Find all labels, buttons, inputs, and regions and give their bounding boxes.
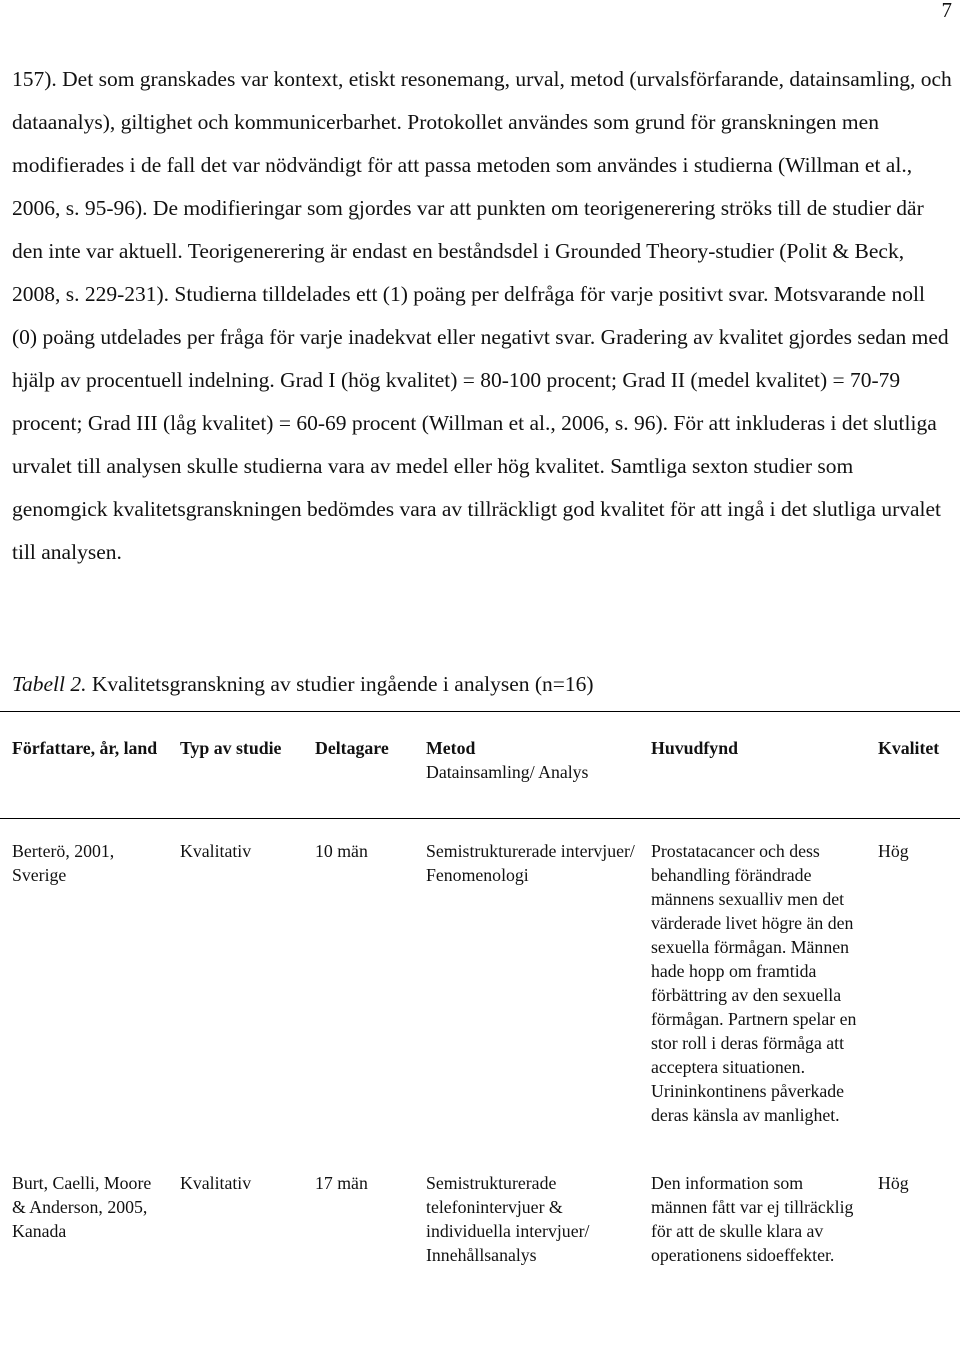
cell-type: Kvalitativ <box>180 841 252 861</box>
header-author: Författare, år, land <box>12 738 158 758</box>
cell-findings: Den information som männen fått var ej tillräcklig för att de skulle klara av operationens sidoeffekter. <box>651 1173 854 1265</box>
cell-type: Kvalitativ <box>180 1173 252 1193</box>
cell-quality: Hög <box>878 1173 909 1193</box>
cell-quality: Hög <box>878 841 909 861</box>
cell-findings: Prostatacancer och dess behandling förändrade männens sexualliv men det värderade livet högre än den sexuella förmågan. Männen hade hopp om framtida förbättring av den sexuella förmågan. Partnern spelar en stor roll i deras förmåga att acceptera situationen. Urininkontinens påverkade deras känsla av manlighet. <box>651 841 857 1125</box>
header-findings: Huvudfynd <box>651 738 738 758</box>
table-caption-label: Tabell 2. <box>12 672 87 696</box>
cell-participants: 10 män <box>315 841 368 861</box>
cell-method: Semistrukturerade intervjuer/ Fenomenologi <box>426 841 635 885</box>
header-quality: Kvalitet <box>878 738 940 758</box>
cell-author: Berterö, 2001, Sverige <box>12 841 115 885</box>
header-participants: Deltagare <box>315 738 389 758</box>
cell-participants: 17 män <box>315 1173 368 1193</box>
page-number: 7 <box>941 0 952 22</box>
table-header-row <box>0 712 960 819</box>
table-caption-text: Kvalitetsgranskning av studier ingående i analysen (n=16) <box>86 672 594 696</box>
header-method <box>414 712 639 819</box>
header-method-sub: Datainsamling/ Analys <box>426 762 589 782</box>
cell-method: Semistrukturerade telefonintervjuer & individuella intervjuer/ Innehållsanalys <box>426 1173 590 1265</box>
body-paragraph: 157). Det som granskades var kontext, etiskt resonemang, urval, metod (urvalsförfarande, datainsamling, och dataanalys), giltighet och kommunicerbarhet. Protokollet användes som grund för granskningen men modifierades i de fall det var nödvändigt för att passa metoden som användes i studierna (Willman et al., 2006, s. 95-96). De modifieringar som gjordes var att punkten om teorigenerering ströks till de studier där den inte var aktuell. Teorigenerering är endast en beståndsdel i Grounded Theory-studier (Polit & Beck, 2008, s. 229-231). Studierna tilldelades ett (1) poäng per delfråga för varje positivt svar. Motsvarande noll (0) poäng utdelades per fråga för varje inadekvat eller negativt svar. Gradering av kvalitet gjordes sedan med hjälp av procentuell indelning. Grad I (hög kvalitet) = 80-100 procent; Grad II (medel kvalitet) = 70-79 procent; Grad III (låg kvalitet) = 60-69 procent (Willman et al., 2006, s. 96). För att inkluderas i det slutliga urvalet till analysen skulle studierna vara av medel eller hög kvalitet. Samtliga sexton studier som genomgick kvalitetsgranskningen bedömdes vara av tillräckligt god kvalitet för att ingå i det slutliga urvalet till analysen. <box>12 67 952 564</box>
header-method-label: Metod <box>426 738 476 758</box>
table-row <box>0 1151 960 1291</box>
cell-author: Burt, Caelli, Moore & Anderson, 2005, Kanada <box>12 1173 152 1241</box>
header-type: Typ av studie <box>180 738 282 758</box>
table-row <box>0 819 960 1152</box>
quality-review-table <box>0 711 960 1291</box>
table-caption <box>12 665 594 703</box>
